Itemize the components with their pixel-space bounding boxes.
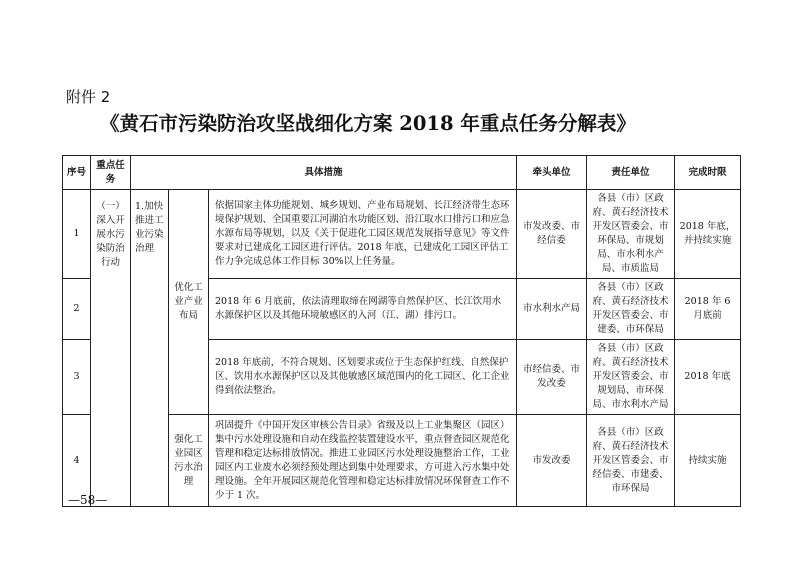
lead-cell: 市发改委、市经信委 — [517, 190, 587, 279]
row-seq: 4 — [63, 415, 91, 507]
header-responsible: 责任单位 — [587, 156, 675, 190]
deadline-cell: 2018 年底，并持续实施 — [675, 190, 741, 279]
group-cell: 优化工业产业布局 — [169, 190, 209, 415]
deadline-cell: 持续实施 — [675, 415, 741, 507]
document-title: 《黄石市污染防治攻坚战细化方案 2018 年重点任务分解表》 — [100, 112, 636, 135]
lead-cell: 市经信委、市发改委 — [517, 340, 587, 415]
task-table — [62, 155, 741, 507]
row-seq: 1 — [63, 190, 91, 279]
group-cell: 强化工业园区污水治理 — [169, 415, 209, 507]
header-row — [63, 156, 741, 190]
row-seq: 3 — [63, 340, 91, 415]
responsible-cell: 各县（市）区政府、黄石经济技术开发区管委会、市建委、市环保局 — [587, 279, 675, 340]
header-measures: 具体措施 — [131, 156, 517, 190]
task-cell: （一）深入开展水污染防治行动 — [91, 190, 131, 507]
row-seq: 2 — [63, 279, 91, 340]
deadline-cell: 2018 年底 — [675, 340, 741, 415]
responsible-cell: 各县（市）区政府、黄石经济技术开发区管委会、市规划局、市环保局、市水利水产局 — [587, 340, 675, 415]
measure-cell: 依据国家主体功能规划、城乡规划、产业布局规划、长江经济带生态环境保护规划、全国重要江河湖泊水功能区划、沿江取水口排污口和应急水源布局等规划，以及《关于促进化工园区规范发展指导意见》等文件要求对已建成化工园区进行评估。2018 年底，已建成化工园区评估工作力争完成总体工作目标 30%以上任务量。 — [209, 190, 517, 279]
lead-cell: 市发改委 — [517, 415, 587, 507]
subtask-cell: 1.加快推进工业污染治理 — [131, 190, 169, 507]
responsible-cell: 各县（市）区政府、黄石经济技术开发区管委会、市经信委、市建委、市环保局 — [587, 415, 675, 507]
page-number: —58— — [68, 493, 108, 507]
header-deadline: 完成时限 — [675, 156, 741, 190]
attachment-label: 附件 2 — [66, 88, 111, 106]
responsible-cell: 各县（市）区政府、黄石经济技术开发区管委会、市环保局、市规划局、市水利水产局、市质监局 — [587, 190, 675, 279]
header-lead: 牵头单位 — [517, 156, 587, 190]
measure-cell: 巩固提升《中国开发区审核公告目录》省级及以上工业集聚区（园区）集中污水处理设施和自动在线监控装置建设水平，重点督查园区规范化管理和稳定达标排放情况。推进工业园区污水处理设施整治工作，工业园区内工业废水必须经预处理达到集中处理要求，方可进入污水集中处理设施。全年开展园区规范化管理和稳定达标排放情况环保督查工作不少于 1 次。 — [209, 415, 517, 507]
header-task: 重点任务 — [91, 156, 131, 190]
table-row — [63, 190, 741, 279]
lead-cell: 市水利水产局 — [517, 279, 587, 340]
measure-cell: 2018 年底前，不符合规划、区划要求或位于生态保护红线、自然保护区、饮用水水源保护区以及其他敏感区域范围内的化工园区、化工企业得到依法整治。 — [209, 340, 517, 415]
header-seq: 序号 — [63, 156, 91, 190]
deadline-cell: 2018 年 6 月底前 — [675, 279, 741, 340]
measure-cell: 2018 年 6 月底前，依法清理取缔在网湖等自然保护区、长江饮用水水源保护区以及其他环境敏感区的入河（江、湖）排污口。 — [209, 279, 517, 340]
